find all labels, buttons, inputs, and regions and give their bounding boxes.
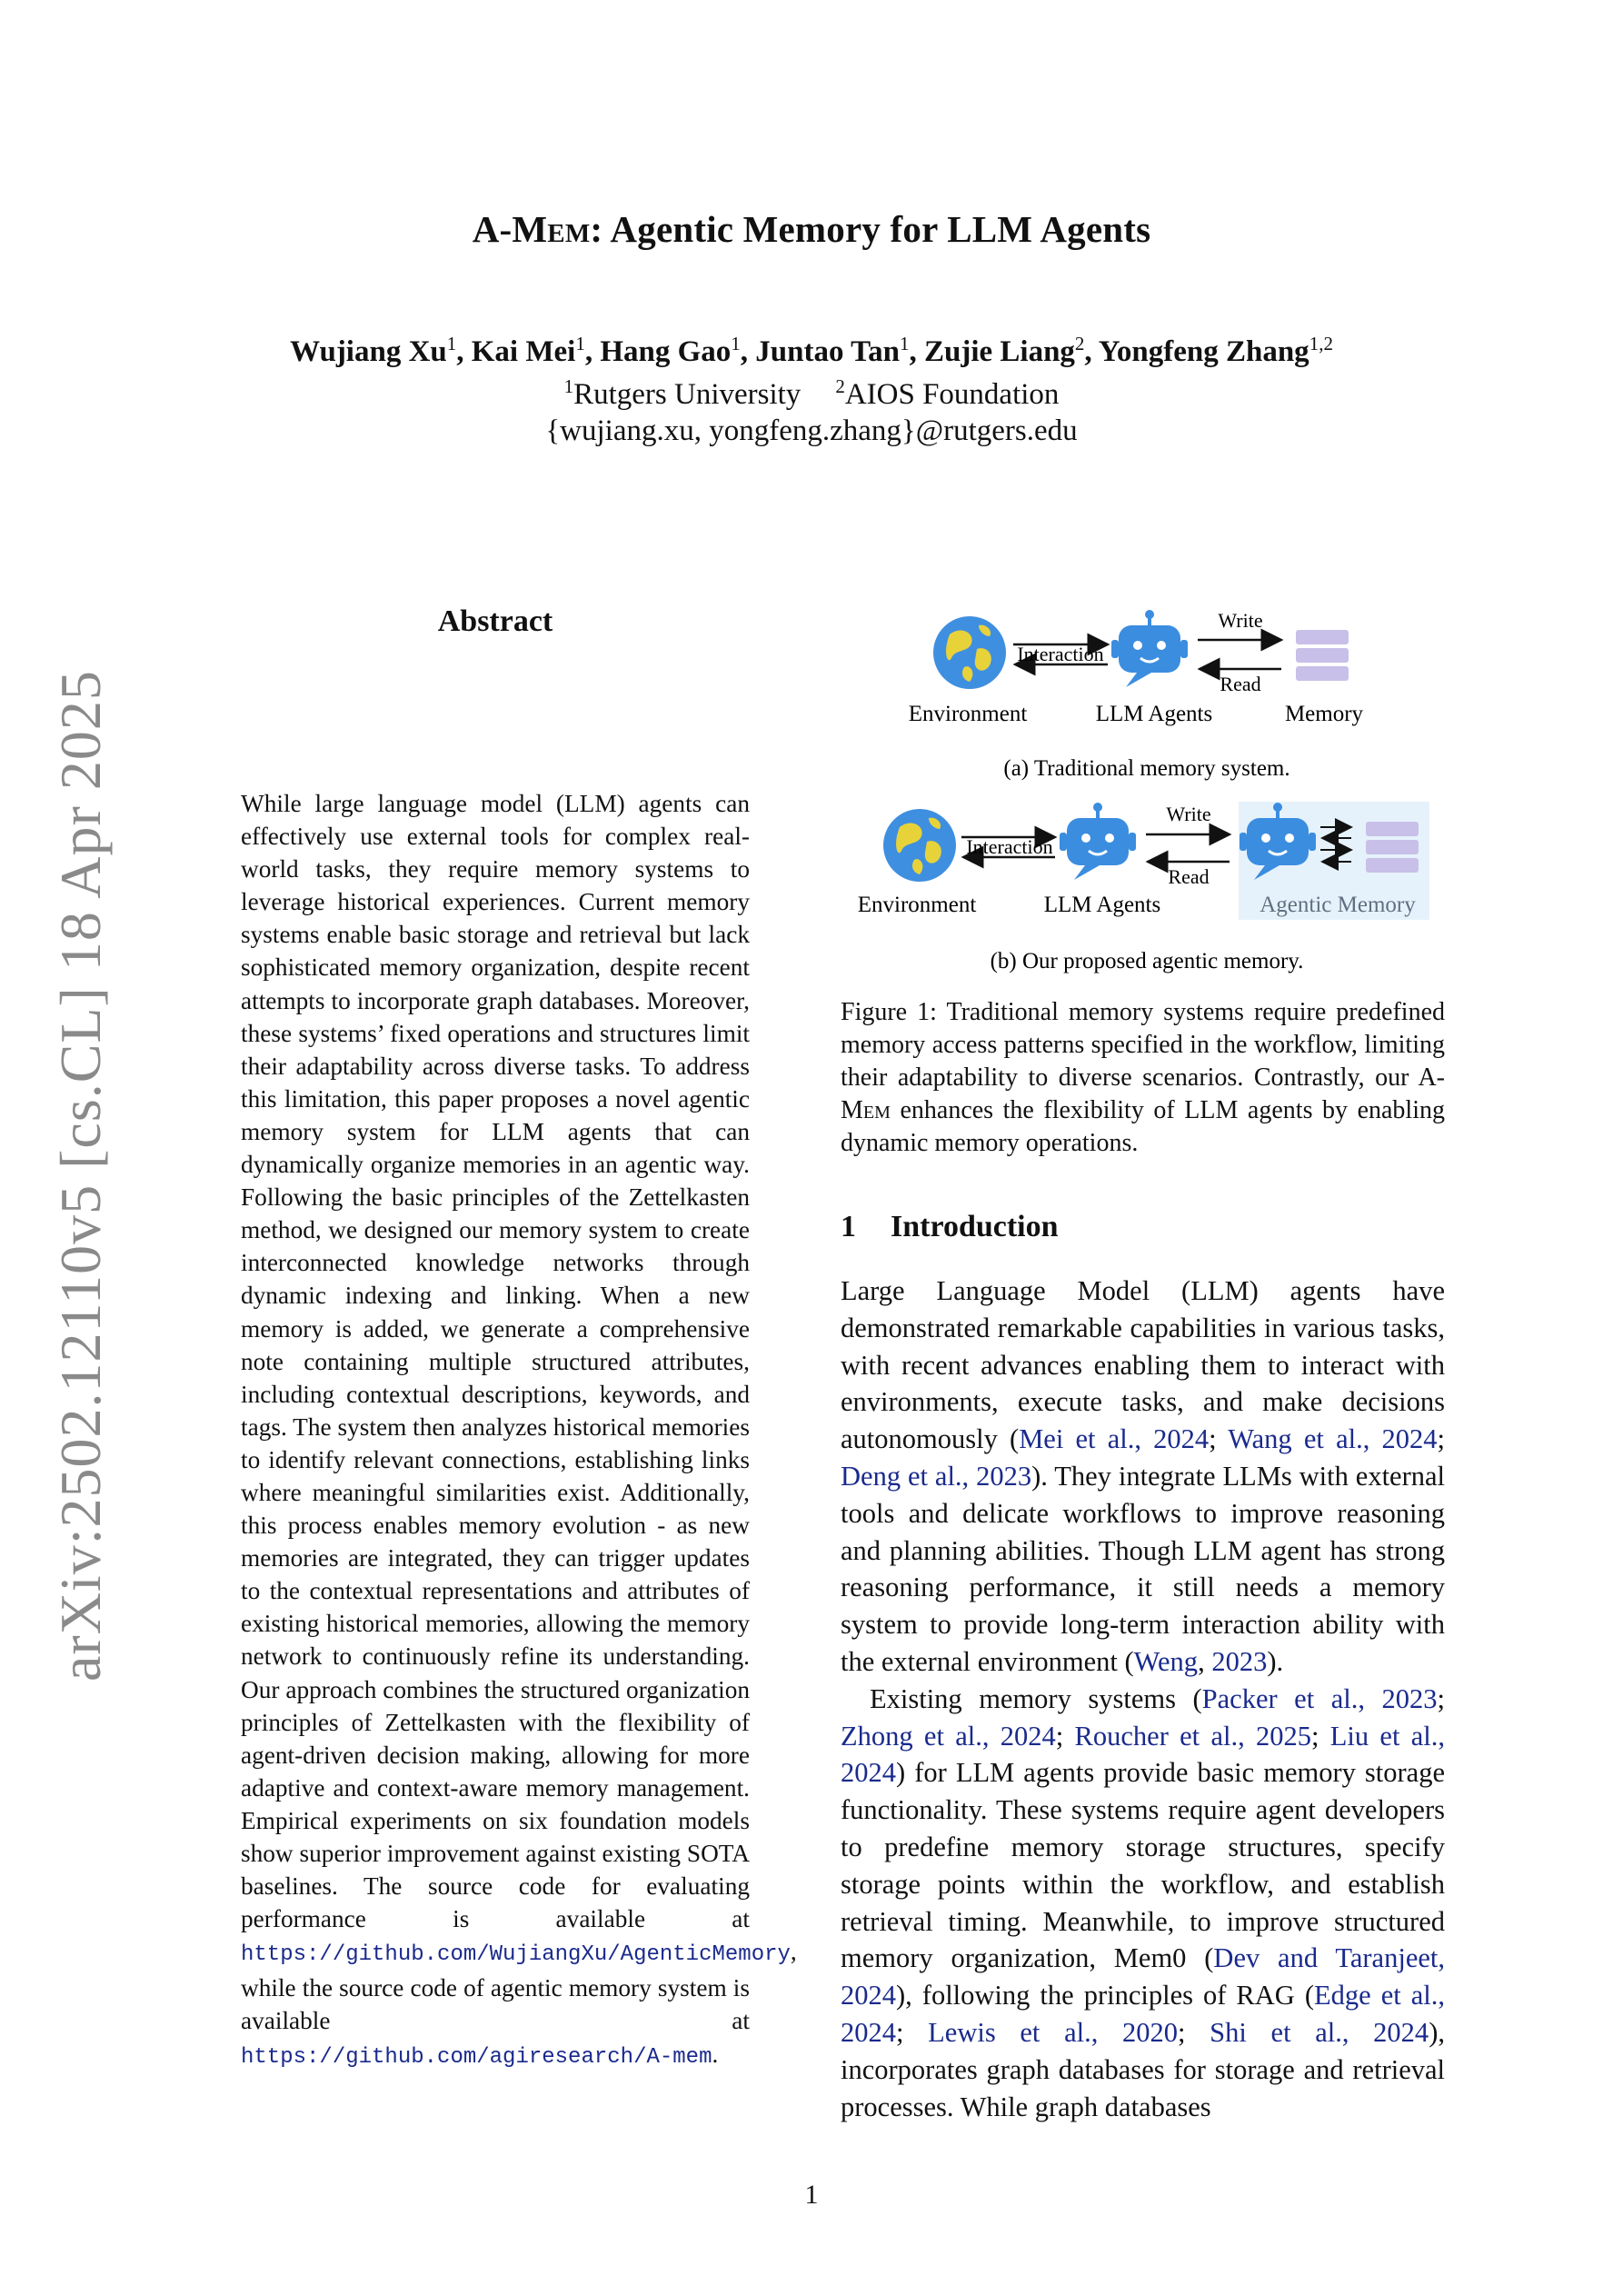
robot-icon xyxy=(1111,610,1188,687)
abstract-heading: Abstract xyxy=(437,604,553,638)
author: Kai Mei xyxy=(471,335,576,368)
citation-link[interactable]: Roucher et al., 2025 xyxy=(1074,1720,1311,1752)
citation-link[interactable]: Liu et al., 2024 xyxy=(841,1720,1445,1789)
citation-link[interactable]: Dev and Taranjeet, 2024 xyxy=(841,1942,1445,2011)
citation-link[interactable]: Deng et al., 2023 xyxy=(841,1460,1032,1492)
author: Yongfeng Zhang xyxy=(1098,335,1309,368)
citation-link[interactable]: Mei et al., 2024 xyxy=(1019,1423,1210,1455)
agentic-memory-label: Agentic Memory xyxy=(1260,893,1416,917)
section-heading: 1 Introduction xyxy=(841,1210,1059,1243)
author-email: {wujiang.xu, yongfeng.zhang}@rutgers.edu xyxy=(545,414,1078,447)
write-label: Write xyxy=(1218,609,1263,632)
memory-label: Memory xyxy=(1284,702,1364,726)
citation-link[interactable]: Lewis et al., 2020 xyxy=(928,2016,1179,2048)
subcaption-b: (b) Our proposed agentic memory. xyxy=(990,949,1304,973)
citation-link[interactable]: Wang et al., 2024 xyxy=(1228,1423,1438,1455)
citation-link[interactable]: Weng xyxy=(1133,1645,1199,1677)
figure-caption: Figure 1: Traditional memory systems require predefined memory access patterns specified in the workflow, limiting their adaptability to diverse scenarios. Contrastly, our A-Mem enhances the flexibility of LLM agents by enabling dynamic memory operations. xyxy=(841,998,1445,1157)
subcaption-a: (a) Traditional memory system. xyxy=(1003,756,1290,781)
globe-icon xyxy=(883,809,956,882)
author-list: Wujiang Xu$^1$, Kai Mei$^1$, Hang Gao$^1$, Juntao Tan$^1$, Zujie Liang$^2$, Yongfeng Zhang$^{1,2}$ xyxy=(290,333,1333,368)
memory-stack-icon xyxy=(1366,822,1419,873)
read-label: Read xyxy=(1220,673,1261,695)
robot-icon xyxy=(1060,803,1136,880)
read-label: Read xyxy=(1168,865,1210,888)
figure-1a xyxy=(841,600,1454,791)
interaction-label: Interaction xyxy=(1017,643,1104,665)
author: Juntao Tan xyxy=(755,335,900,368)
write-label: Write xyxy=(1166,803,1211,825)
environment-label: Environment xyxy=(908,702,1028,726)
page-number: 1 xyxy=(804,2180,819,2210)
globe-icon xyxy=(933,616,1006,689)
llm-agents-label: LLM Agents xyxy=(1095,702,1213,726)
citation-link[interactable]: Zhong et al., 2024 xyxy=(841,1720,1056,1752)
arxiv-stamp: arXiv:2502.12110v5 [cs.CL] 18 Apr 2025 xyxy=(48,670,113,1682)
interaction-label: Interaction xyxy=(966,835,1053,858)
citation-link[interactable]: Shi et al., 2024 xyxy=(1210,2016,1429,2048)
code-link[interactable]: https://github.com/WujiangXu/AgenticMemory xyxy=(241,1942,791,1968)
author: Wujiang Xu xyxy=(290,335,447,368)
paper-title: A-Mem: Agentic Memory for LLM Agents xyxy=(472,208,1151,250)
figure-1b-diagram xyxy=(841,800,1454,986)
figure-1a-diagram xyxy=(841,600,1454,791)
paragraph: Large Language Model (LLM) agents have demonstrated remarkable capabilities in various tasks, with recent advances enabling them to interact with environments, execute tasks, and make decisions autonomously (Mei et al., 2024; Wang et al., 2024; Deng et al., 2023). They integrate LLMs with external tools and delicate workflows to improve reasoning and planning abilities. Though LLM agent has strong reasoning performance, it still needs a memory system to provide long-term interaction ability with the external environment (Weng, 2023). xyxy=(841,1275,1446,1677)
citation-link[interactable]: 2023 xyxy=(1211,1645,1268,1677)
introduction-body xyxy=(841,1273,1445,2125)
abstract-body: While large language model (LLM) agents can effectively use external tools for complex real-world tasks, they require memory systems to leverage historical experiences. Current memory systems enable basic storage and retrieval but lack sophisticated memory organization, despite recent attempts to incorporate graph databases. Moreover, these systems’ fixed operations and structures limit their adaptability across diverse tasks. To address this limitation, this paper proposes a novel agentic memory system for LLM agents that can dynamically organize memories in an agentic way. Following the basic principles of the Zettelkasten method, we designed our memory system to create interconnected knowledge networks through dynamic indexing and linking. When a new memory is added, we generate a comprehensive note containing multiple structured attributes, including contextual descriptions, keywords, and tags. The system then analyzes historical memories to identify relevant connections, establishing links where meaningful similarities exist. Additionally, this process enables memory evolution - as new memories are integrated, they can trigger updates to the contextual representations and attributes of existing historical memories, allowing the memory network to continuously refine its understanding. Our approach combines the structured organization principles of Zettelkasten with the flexibility of agent-driven decision making, allowing for more adaptive and context-aware memory management. Empirical experiments on six foundation models show superior improvement against existing SOTA baselines. The source code for evaluating performance is available at https://github.com/WujiangXu/AgenticMemory, while the source code of agentic memory system is available at https://github.com/agiresearch/A-mem. xyxy=(241,790,797,2070)
environment-label: Environment xyxy=(857,893,977,917)
citation-link[interactable]: Edge et al., 2024 xyxy=(841,1980,1445,2048)
affiliations: $^1$Rutgers University $^2$AIOS Foundation xyxy=(563,375,1060,411)
author: Hang Gao xyxy=(600,335,732,368)
llm-agents-label: LLM Agents xyxy=(1043,893,1161,917)
author: Zujie Liang xyxy=(923,335,1075,368)
citation-link[interactable]: Packer et al., 2023 xyxy=(1201,1682,1438,1714)
code-link[interactable]: https://github.com/agiresearch/A-mem xyxy=(241,2044,712,2070)
paragraph: Existing memory systems (Packer et al., 2023; Zhong et al., 2024; Roucher et al., 2025; Liu et al., 2024) for LLM agents provide basic memory storage functionality. These systems require agent developers to predefine memory storage structures, specify storage points within the workflow, and establish retrieval timing. Meanwhile, to improve structured memory organization, Mem0 (Dev and Taranjeet, 2024), following the principles of RAG (Edge et al., 2024; Lewis et al., 2020; Shi et al., 2024), incorporates graph databases for storage and retrieval processes. While graph databases xyxy=(841,1682,1445,2122)
memory-stack-icon xyxy=(1296,630,1349,681)
figure-1b xyxy=(841,800,1454,986)
